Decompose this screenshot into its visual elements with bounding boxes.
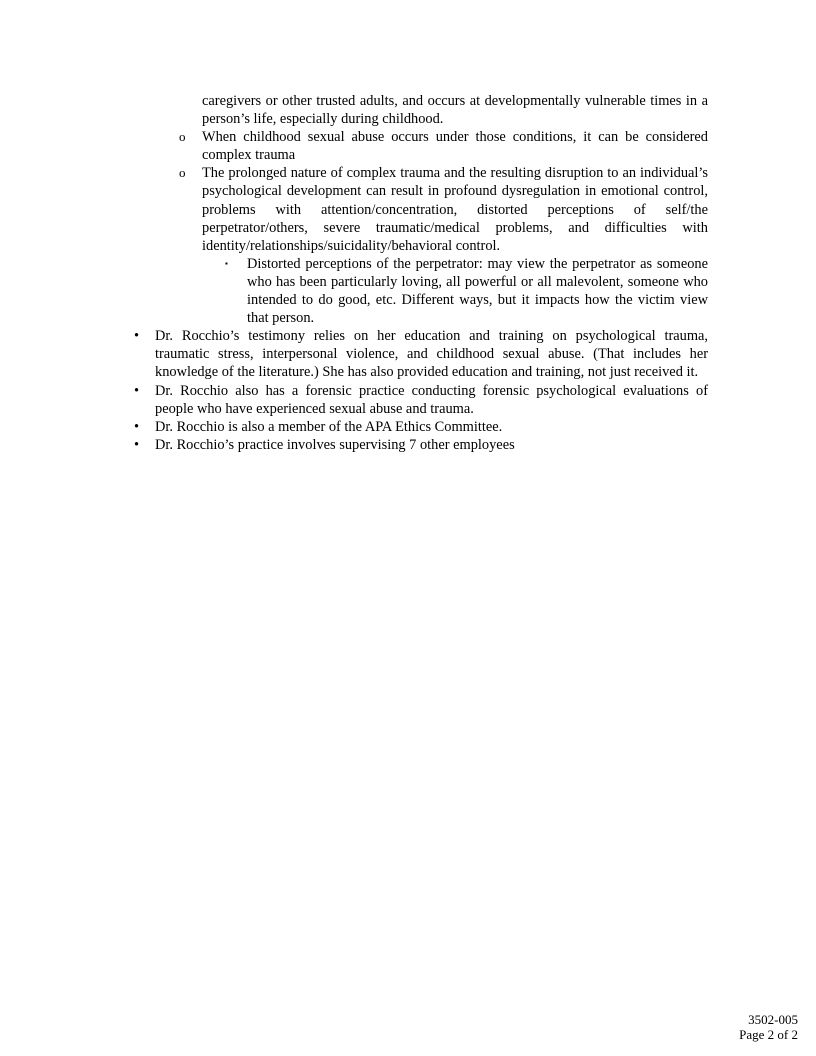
page-number: Page 2 of 2	[739, 1027, 798, 1042]
hollow-circle-bullet-icon: o	[179, 129, 186, 145]
sub-list-item-text: When childhood sexual abuse occurs under those conditions, it can be considered complex trauma	[202, 129, 708, 164]
page-footer	[739, 1012, 798, 1042]
list-item-text: Dr. Rocchio is also a member of the APA Ethics Committee.	[155, 418, 503, 435]
bullet-icon: •	[134, 418, 140, 435]
list-item	[134, 418, 708, 436]
list-item	[134, 436, 708, 454]
sub-list-item	[134, 128, 708, 164]
list-item-text: Dr. Rocchio’s practice involves supervising 7 other employees	[155, 436, 515, 453]
list-item-text: Dr. Rocchio also has a forensic practice conducting forensic psychological evaluations of people who have experienced sexual abuse and trauma.	[155, 382, 708, 417]
sub-sub-list-item-text: Distorted perceptions of the perpetrator: may view the perpetrator as someone who has been particularly loving, all powerful or all malevolent, someone who intended to do good, etc. Different ways, but it impacts how the victim view that person.	[247, 255, 708, 327]
document-number: 3502-005	[748, 1012, 798, 1027]
hollow-circle-bullet-icon: o	[179, 165, 186, 181]
bullet-icon: •	[134, 328, 140, 345]
sub-list-item-text: The prolonged nature of complex trauma and the resulting disruption to an individual’s psychological development can result in profound dysregulation in emotional control, problems with attention/concentration, distorted perceptions of self/the perpetrator/others, severe traumatic/medical problems, and difficulties with identity/relationships/suicidality/behavioral control.	[202, 165, 708, 254]
square-bullet-icon: ▪	[225, 258, 228, 268]
list-item	[134, 382, 708, 418]
continuation-text: caregivers or other trusted adults, and occurs at developmentally vulnerable times in a person’s life, especially during childhood.	[202, 93, 708, 128]
sub-list-item	[134, 164, 708, 254]
continuation-paragraph	[134, 92, 708, 128]
list-item-text: Dr. Rocchio’s testimony relies on her education and training on psychological trauma, traumatic stress, interpersonal violence, and childhood sexual abuse. (That includes her knowledge of the literature.) She has also provided education and training, not just received it.	[155, 328, 708, 381]
bullet-icon: •	[134, 382, 140, 399]
document-body	[134, 92, 708, 454]
sub-sub-list-item	[134, 255, 708, 327]
list-item	[134, 327, 708, 381]
bullet-icon: •	[134, 436, 140, 453]
